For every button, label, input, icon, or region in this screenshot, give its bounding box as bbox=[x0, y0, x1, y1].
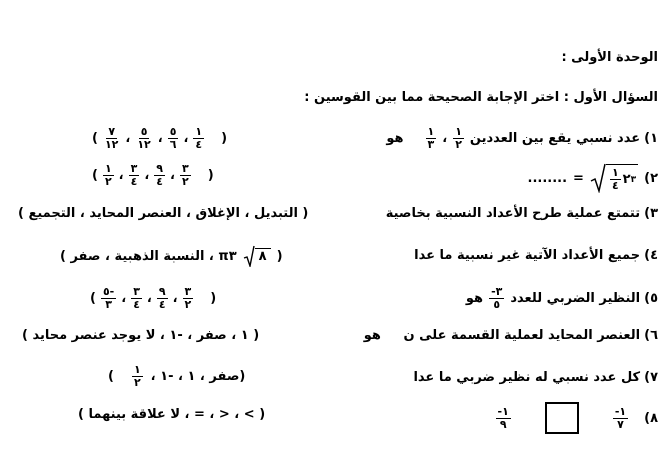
choice-option[interactable]: ١ ٢ bbox=[104, 162, 112, 188]
question-text: عدد نسبي يقع بين العددين bbox=[469, 131, 641, 146]
choices-6[interactable]: ( ١ ، صفر ، -١ ، لا يوجد عنصر محايد ) bbox=[22, 328, 260, 343]
question-2 bbox=[528, 163, 658, 193]
question-4 bbox=[414, 248, 658, 263]
choice-option[interactable]: ٣ ٤ bbox=[130, 162, 138, 188]
root-index: ٣ bbox=[630, 174, 637, 185]
choices-1 bbox=[92, 126, 227, 151]
choices-3[interactable]: ( التبديل ، الإغلاق ، العنصر المحايد ، التجميع ) bbox=[18, 206, 309, 221]
question-number: ١) bbox=[644, 131, 658, 146]
question-5 bbox=[466, 286, 658, 311]
fraction: ١- ٩ bbox=[497, 404, 509, 431]
question-text: تتمتع عملية طرح الأعداد النسبية بخاصية bbox=[385, 206, 641, 221]
separator: ، bbox=[172, 291, 178, 306]
question-number: ٧) bbox=[644, 370, 658, 385]
question-1 bbox=[386, 126, 658, 151]
fraction: ٣- ٥ bbox=[491, 285, 503, 311]
choice-option[interactable]: ١ ٢ bbox=[133, 363, 141, 389]
radical-sign-icon bbox=[590, 163, 606, 193]
open-paren: ( bbox=[90, 291, 96, 306]
fraction: ١ ٢ bbox=[455, 125, 462, 151]
close-paren: ) bbox=[210, 291, 217, 306]
whole-number: ٢ bbox=[622, 172, 631, 187]
separator: ، bbox=[170, 168, 175, 183]
close-paren: ) bbox=[207, 168, 214, 183]
open-paren: ( bbox=[92, 168, 98, 183]
choice-option[interactable]: ٣ ٢ bbox=[181, 162, 189, 188]
separator: ، bbox=[118, 168, 124, 183]
close-paren: ) bbox=[221, 131, 228, 146]
question-text: كل عدد نسبي له نظير ضربي ما عدا bbox=[413, 370, 641, 385]
question-8 bbox=[494, 402, 658, 434]
open-paren: ( bbox=[92, 131, 98, 146]
choices-4 bbox=[60, 245, 283, 267]
choice-option[interactable]: (صفر ، ١ ، -١ ، bbox=[150, 369, 246, 384]
fraction: ١- ٧ bbox=[614, 404, 627, 431]
question-number: ٥) bbox=[644, 291, 658, 306]
choice-option[interactable]: ٩ ٤ bbox=[158, 285, 166, 311]
choice-option[interactable]: ٩ ٤ bbox=[156, 162, 164, 188]
choice-option[interactable]: ٣ ٤ bbox=[133, 285, 140, 311]
choice-option[interactable]: ٥ ١٢ bbox=[137, 125, 151, 151]
question-7 bbox=[413, 370, 658, 385]
choice-option[interactable] bbox=[243, 245, 271, 267]
choice-option[interactable]: ٧ ١٢ bbox=[104, 125, 119, 151]
question-6 bbox=[364, 328, 658, 343]
question-title: السؤال الأول : اختر الإجابة الصحيحة مما بين القوسين : bbox=[304, 90, 658, 105]
fraction: ١ ٣ bbox=[427, 125, 435, 151]
choice-option[interactable]: ٥ ٦ bbox=[169, 125, 177, 151]
choices-8[interactable]: ( > ، < ، = ، لا علاقة بينهما ) bbox=[78, 407, 266, 422]
question-number: ٣) bbox=[644, 206, 658, 221]
unit-title: الوحدة الأولى : bbox=[561, 50, 658, 65]
choice-option[interactable]: ٥- ٣ bbox=[102, 285, 115, 311]
question-suffix: هو bbox=[386, 131, 404, 146]
choice-option[interactable]: ٣ ٢ bbox=[184, 285, 192, 311]
separator: ، bbox=[442, 131, 448, 146]
question-3 bbox=[386, 206, 658, 221]
choice-option[interactable]: π٣ ، النسبة الذهبية ، صفر ) bbox=[60, 248, 237, 264]
question-number: ٢) bbox=[644, 170, 658, 186]
choice-option[interactable]: ١ ٤ bbox=[195, 125, 203, 151]
choices-2 bbox=[92, 163, 214, 188]
choices-5 bbox=[90, 286, 216, 311]
separator: ، bbox=[146, 291, 152, 306]
question-text: جميع الأعداد الآتية غير نسبية ما عدا bbox=[414, 248, 641, 263]
radicand: ٨ bbox=[255, 248, 271, 264]
open-paren: ( bbox=[276, 248, 283, 264]
question-suffix: هو bbox=[465, 291, 484, 306]
question-text: العنصر المحايد لعملية القسمة على ن هو bbox=[363, 328, 641, 343]
radical-sign-icon bbox=[243, 245, 255, 267]
choices-7 bbox=[108, 364, 245, 389]
question-number: ٨) bbox=[644, 410, 658, 426]
answer-blank: ........ bbox=[527, 170, 568, 186]
equals-sign: = bbox=[573, 170, 584, 186]
answer-box[interactable] bbox=[545, 402, 579, 434]
close-paren: ) bbox=[108, 369, 114, 384]
cube-root-expression bbox=[590, 163, 638, 193]
question-text: النظير الضربي للعدد bbox=[510, 291, 641, 306]
fraction: ١ ٤ bbox=[611, 166, 619, 192]
separator: ، bbox=[144, 168, 150, 183]
separator: ، bbox=[183, 131, 189, 146]
separator: ، bbox=[121, 291, 127, 306]
question-number: ٦) bbox=[644, 328, 658, 343]
question-number: ٤) bbox=[644, 248, 658, 263]
separator: ، bbox=[125, 131, 131, 146]
separator: ، bbox=[157, 131, 163, 146]
